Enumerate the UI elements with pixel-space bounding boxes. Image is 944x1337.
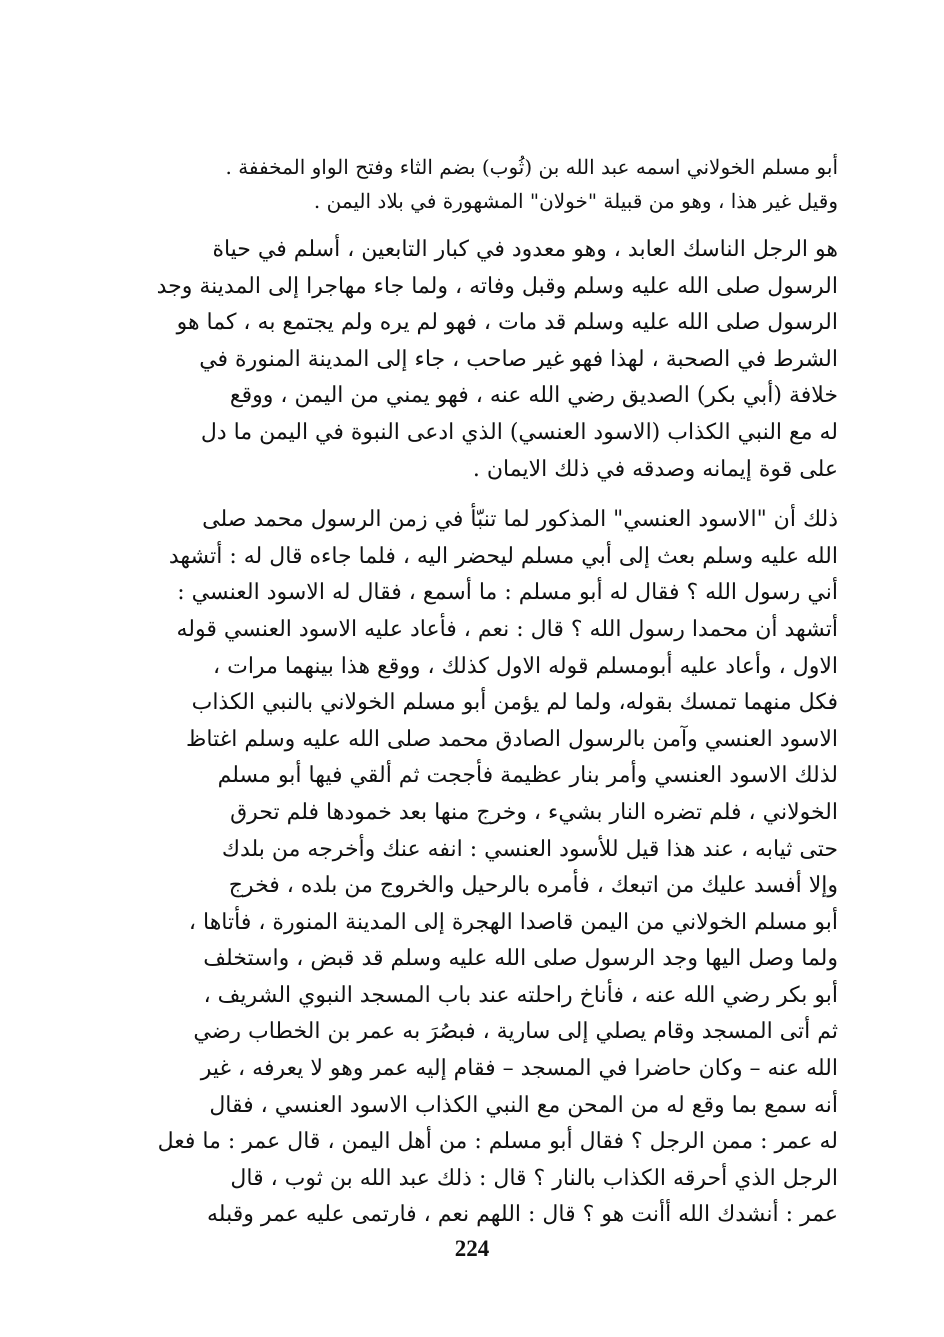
text-line: الله عليه وسلم بعث إلى أبي مسلم ليحضر اليه ، فلما جاءه قال له : أتشهد: [168, 543, 838, 569]
text-line: عمر : أنشدك الله أأنت هو ؟ قال : اللهم نعم ، فارتمى عليه عمر وقبله: [206, 1202, 838, 1228]
text-line: أبو مسلم الخولاني اسمه عبد الله بن (ثُوب) بضم الثاء وفتح الواو المخففة .: [225, 155, 838, 179]
text-line: الاول ، وأعاد عليه أبومسلم قوله الاول كذلك ، ووقع هذا بينهما مرات ،: [213, 653, 838, 679]
intro-paragraph: [98, 150, 838, 218]
text-line: وإلا أفسد عليك من اتبعك ، فأمره بالرحيل والخروج من بلده ، فخرج: [228, 873, 838, 899]
text-line: على قوة إيمانه وصدقه في ذلك الايمان .: [472, 456, 838, 482]
text-line: أبو بكر رضي الله عنه ، فأناخ راحلته عند باب المسجد النبوي الشريف ،: [203, 982, 838, 1008]
text-line: أنه سمع بما وقع له من المحن مع النبي الكذاب الاسود العنسي ، فقال: [209, 1092, 838, 1118]
page-number: 224: [454, 1236, 490, 1261]
text-line: أني رسول الله ؟ فقال له أبو مسلم : ما أسمع ، فقال له الاسود العنسي :: [177, 580, 838, 606]
text-line: خلافة (أبي بكر) الصديق رضي الله عنه ، فهو يمني من اليمن ، ووقع: [229, 383, 838, 409]
text-line: وقيل غير هذا ، وهو من قبيلة "خولان" المشهورة في بلاد اليمن .: [313, 189, 838, 213]
text-line: أتشهد أن محمدا رسول الله ؟ قال : نعم ، فأعاد عليه الاسود العنسي قوله: [176, 616, 838, 642]
paragraph-biography: [98, 232, 838, 488]
text-line: هو الرجل الناسك العابد ، وهو معدود في كبار التابعين ، أسلم في حياة: [212, 237, 838, 262]
text-line: ثم أتى المسجد وقام يصلي إلى سارية ، فبصُرَ به عمر بن الخطاب رضي: [193, 1019, 838, 1045]
text-line: ولما وصل اليها وجد الرسول صلى الله عليه وسلم قد قبض ، واستخلف: [203, 946, 838, 972]
text-line: حتى ثيابه ، عند هذا قيل للأسود العنسي : انفه عنك وأخرجه من بلدك: [221, 836, 838, 862]
paragraph-story: [98, 502, 838, 1234]
text-line: له مع النبي الكذاب (الاسود العنسي) الذي ادعى النبوة في اليمن ما دل: [200, 419, 838, 445]
text-line: فكل منهما تمسك بقوله، ولما لم يؤمن أبو مسلم الخولاني بالنبي الكذاب: [191, 690, 838, 716]
page-body: [98, 150, 838, 1234]
text-line: الرسول صلى الله عليه وسلم وقبل وفاته ، ولما جاء مهاجرا إلى المدينة وجد: [156, 273, 838, 299]
text-line: أبو مسلم الخولاني من اليمن قاصدا الهجرة إلى المدينة المنورة ، فأتاها ،: [188, 909, 838, 935]
text-line: الخولاني ، فلم تضره النار بشيء ، وخرج منها بعد خمودها فلم تحرق: [230, 799, 838, 825]
text-line: لذلك الاسود العنسي وأمر بنار عظيمة فأججت ثم ألقي فيها أبو مسلم: [217, 763, 838, 789]
text-line: الله عنه – وكان حاضرا في المسجد – فقام إليه عمر وهو لا يعرفه ، غير: [200, 1056, 838, 1082]
text-line: الرجل الذي أحرقه الكذاب بالنار ؟ قال : ذلك عبد الله بن ثوب ، قال: [230, 1165, 838, 1191]
text-line: ذلك أن "الاسود العنسي" المذكور لما تنبّأ في زمن الرسول محمد صلى: [202, 507, 838, 533]
text-line: له عمر : ممن الرجل ؟ فقال أبو مسلم : من أهل اليمن ، قال عمر : ما فعل: [157, 1129, 838, 1155]
text-line: الشرط في الصحبة ، لهذا فهو غير صاحب ، جاء إلى المدينة المنورة في: [199, 346, 838, 372]
text-line: الاسود العنسي وآمن بالرسول الصادق محمد صلى الله عليه وسلم اغتاظ: [186, 726, 838, 752]
text-line: الرسول صلى الله عليه وسلم قد مات ، فهو لم يره ولم يجتمع به ، كما هو: [176, 310, 838, 336]
